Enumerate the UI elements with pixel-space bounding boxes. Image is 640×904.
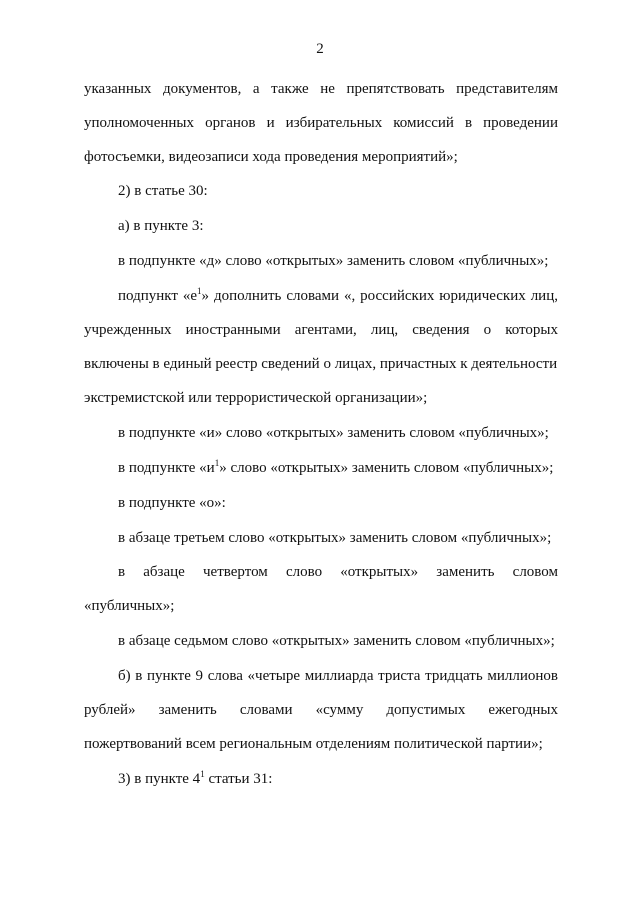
text-line: пожертвований всем региональным отделениям политической партии»; xyxy=(84,736,543,752)
text-line: в подпункте «о»: xyxy=(118,495,226,511)
text-line: б) в пункте 9 слова «четыре миллиарда триста тридцать миллионов xyxy=(118,668,558,684)
text-line xyxy=(118,459,558,477)
text-line: учрежденных иностранными агентами, лиц, сведения о которых xyxy=(84,322,558,338)
text-line: включены в единый реестр сведений о лицах, причастных к деятельности xyxy=(84,356,558,372)
text-part: подпункт «е xyxy=(118,288,198,304)
text-part: » слово «открытых» заменить словом «публичных»; xyxy=(219,460,554,476)
superscript: 1 xyxy=(197,286,202,296)
text-line xyxy=(118,287,558,305)
text-line: фотосъемки, видеозаписи хода проведения мероприятий»; xyxy=(84,149,458,165)
text-line: экстремистской или террористической организации»; xyxy=(84,390,428,406)
text-line: рублей» заменить словами «сумму допустимых ежегодных xyxy=(84,702,558,718)
text-line: в абзаце третьем слово «открытых» заменить словом «публичных»; xyxy=(118,530,552,546)
text-line xyxy=(118,770,558,788)
text-line: в подпункте «д» слово «открытых» заменить словом «публичных»; xyxy=(118,253,549,269)
text-line: «публичных»; xyxy=(84,598,175,614)
text-line: в подпункте «и» слово «открытых» заменить словом «публичных»; xyxy=(118,425,549,441)
text-line: в абзаце седьмом слово «открытых» заменить словом «публичных»; xyxy=(118,633,555,649)
text-line: 2) в статье 30: xyxy=(118,183,208,199)
text-line: уполномоченных органов и избирательных комиссий в проведении xyxy=(84,115,558,131)
page-number: 2 xyxy=(316,41,324,57)
text-part: 3) в пункте 4 xyxy=(118,771,201,787)
text-part: » дополнить словами «, российских юридических лиц, xyxy=(201,288,558,304)
superscript: 1 xyxy=(200,769,205,779)
text-part: статьи 31: xyxy=(204,771,273,787)
text-line: в абзаце четвертом слово «открытых» заменить словом xyxy=(118,564,558,580)
superscript: 1 xyxy=(214,458,220,468)
text-line: а) в пункте 3: xyxy=(118,218,204,234)
text-line: указанных документов, а также не препятствовать представителям xyxy=(84,81,558,97)
text-part: в подпункте «и xyxy=(118,460,215,476)
